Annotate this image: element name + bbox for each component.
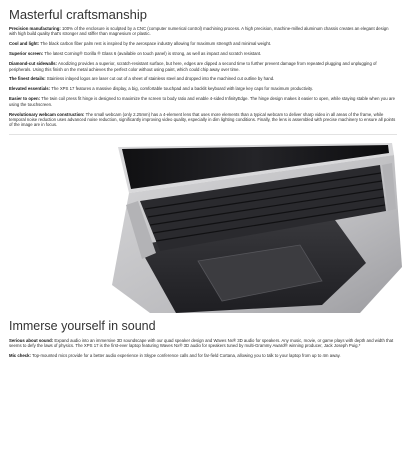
laptop-illustration	[0, 135, 406, 313]
feature-details	[9, 76, 397, 81]
feature-cool-light	[9, 41, 397, 46]
craftsmanship-section	[0, 0, 406, 128]
feature-text: Top-mounted mics provide for a better audio experience in Skype conference calls and for far-field Cortana, allowing you to talk to your laptop from up to 4m away.	[32, 353, 341, 359]
sound-section	[0, 313, 406, 359]
feature-text: Anodizing provides a superior, scratch-resistant surface, but here, edges are dipped a second time to further prevent damage from repeated plugging and unplugging of peripherals. Using this finish on the metal achieves the perfect color without using paint, which could chip away over time.	[9, 61, 377, 72]
feature-text: 100% of the enclosure is sculpted by a CNC (computer numerical control) machining process. A high precision, machine-milled aluminum chassis creates an elegant design with high build quality that's stronger and stiffer than magnesium or plastic.	[9, 26, 389, 37]
feature-text: The black carbon fiber palm rest is inspired by the aerospace industry allowing for maximum strength and minimal weight.	[40, 41, 272, 47]
feature-label: Serious about sound:	[9, 337, 54, 343]
feature-text: The twin coil press fit hinge is designed to maximize the screen to body ratio and enable 4-sided InfinityEdge. The hinge design makes it easier to open, while staying stable when you are using the touchscreen.	[9, 96, 396, 107]
feature-label: Superior screen:	[9, 51, 44, 57]
feature-open	[9, 96, 397, 107]
section-title: Immerse yourself in sound	[9, 318, 156, 333]
feature-text: Expand audio into an immersive 3D soundscape with our quad speaker design and Waves Nx® 3D audio for speakers. Any music, movie, or game plays with depth and width that seems to defy the laws of physics. The XPS 17 is the first-ever laptop featuring Waves Nx® 3D audio for speakers tuned by multi-Grammy Award® winning producer, Jack Joseph Puig.*	[9, 337, 394, 349]
feature-text: The small webcam (only 2.25mm) has a 4-element lens that uses more elements than a typical webcam to deliver sharp video in all areas of the frame, while temporal noise reduction uses advanced noise reduction, significantly improving video quality, especially in dim lighting conditions. Finally, the lens is assembled with precise machinery to ensure all points of the image are in focus.	[9, 111, 396, 128]
feature-text: Stainless inlayed logos are laser cut out of a sheet of stainless steel and dropped into the machined cut outline by hand.	[46, 76, 275, 82]
feature-label: The finest details:	[9, 76, 46, 82]
feature-label: Easier to open:	[9, 96, 41, 102]
feature-sidewalls	[9, 61, 397, 72]
feature-screen	[9, 51, 397, 56]
feature-sound	[9, 338, 397, 349]
feature-essentials	[9, 86, 397, 91]
laptop-photo	[0, 135, 406, 313]
feature-mic	[9, 353, 397, 358]
feature-text: The XPS 17 features a massive display, a big, comfortable touchpad and a backlit keyboard with large key caps for maximum productivity.	[51, 86, 314, 92]
feature-precision	[9, 26, 397, 37]
feature-label: Mic check:	[9, 353, 31, 359]
section-title: Masterful craftsmanship	[9, 7, 147, 22]
feature-webcam	[9, 112, 397, 128]
feature-text: The latest Corning® Gorilla ® Glass 6 (available on touch panel) is strong, as well as impact and scratch resistant.	[44, 51, 262, 57]
feature-label: Precision manufacturing:	[9, 26, 61, 31]
feature-label: Diamond-cut sidewalls:	[9, 61, 57, 67]
feature-label: Elevated essentials:	[9, 86, 51, 92]
feature-label: Revolutionary webcam construction:	[9, 111, 85, 117]
feature-list	[9, 26, 397, 128]
feature-label: Cool and light:	[9, 41, 40, 47]
